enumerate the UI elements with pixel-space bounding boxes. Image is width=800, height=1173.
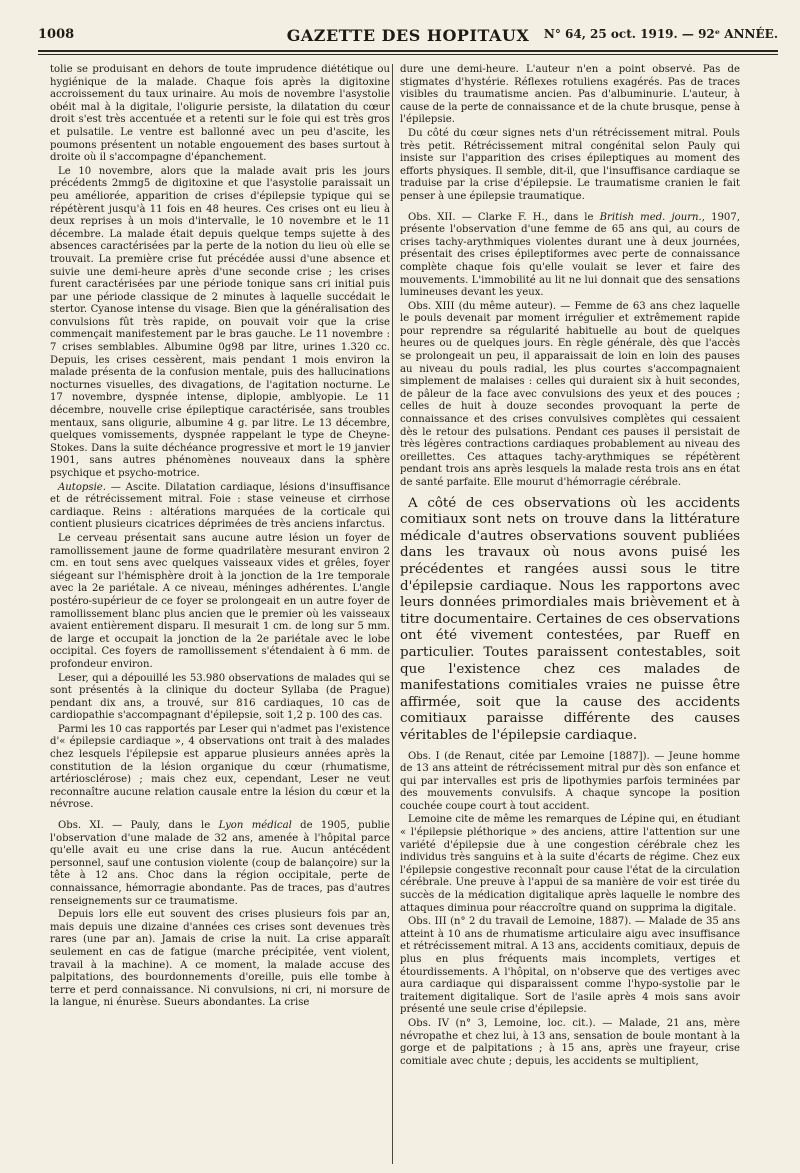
paragraph: tolie se produisant en dehors de toute imprudence diététique ou hygiénique de la malade. Chaque fois après la digitoxine accroissement du taux urinaire. Au mois de novembre l'asystolie obéit mal à la digitale, l'oligurie persiste, la dilatation du cœur droit s'est très accentuée et a retenti sur le foie qui est très gros et pulsatile. Le ventre est ballonné avec un peu d'ascite, les poumons présentent un notable engouement des bases surtout à droite où il s'accompagne d'épanchement. (50, 64, 390, 164)
paragraph: Le 10 novembre, alors que la malade avait pris les jours précédents 2mmg5 de digitoxine et que l'asystolie paraissait un peu améliorée, apparition de crises d'épilepsie typique qui se répétèrent jusqu'à 11 fois en 48 heures. Ces crises ont eu lieu à deux reprises à un mois d'intervalle, le 10 novembre et le 11 décembre. La malade était depuis quelque temps sujette à des absences caractérisées par la perte de la notion du lieu où elle se trouvait. La première crise fut précédée aussi d'une absence et suivie une demi-heure après d'une seconde crise ; les crises furent caractérisées par une période tonique sans cri initial puis par une période classique de 2 minutes à laquelle succédait le stertor. Cyanose intense du visage. Bien que la généralisation des convulsions fût très rapide, on pouvait voir que la crise commençait manifestement par le bras gauche. Le 11 novembre : 7 crises semblables. Albumine 0g98 par litre, urines 1.320 cc. Depuis, les crises cessèrent, mais pendant 1 mois environ la malade présenta de la confusion mentale, puis des hallucinations nocturnes visuelles, des divagations, de l'agitation nocturne. Le 17 novembre, dyspnée intense, diplopie, amblyopie. Le 11 décembre, nouvelle crise épileptique caractérisée, sans troubles mentaux, sans oligurie, albumine 4 g. par litre. Le 13 décembre, quelques vomissements, dyspnée rappelant le type de Cheyne-Stokes. Dans la suite déchéance progressive et mort le 19 janvier 1901, sans autres phénomènes nouveaux dans la sphère psychique et psycho-motrice. (50, 165, 390, 479)
paragraph: Parmi les 10 cas rapportés par Leser qui n'admet pas l'existence d'« épilepsie cardiaque », 4 observations ont trait à des malades chez lesquels l'épilepsie est apparue plusieurs années après la constitution de la lésion organique du cœur (rhumatisme, artériosclérose) ; mais chez eux, cependant, Leser ne veut reconnaître aucune relation causale entre la lésion du cœur et la névrose. (50, 723, 390, 811)
paragraph: Le cerveau présentait sans aucune autre lésion un foyer de ramollissement jaune de forme quadrilatère mesurant environ 2 cm. en tout sens avec quelques vaisseaux vides et grêles, foyer siégeant sur l'hémisphère droit à la jonction de la 1re temporale avec la 2e pariétale. A ce niveau, méninges adhérentes. L'angle postéro-supérieur de ce foyer se prolongeait en un autre foyer de ramollissement blanc plus ancien que le premier où les vaisseaux avaient entièrement disparu. Il mesurait 1 cm. de long sur 5 mm. de large et occupait la jonction de la 2e pariétale avec le lobe occipital. Ces foyers de ramollissement s'étendaient à 6 mm. de profondeur environ. (50, 532, 390, 670)
paragraph: Obs. XIII (du même auteur). — Femme de 63 ans chez laquelle le pouls devenait par moment irrégulier et extrêmement rapide pour reprendre sa régularité habituelle au bout de quelques heures ou de quelques jours. En règle générale, dès que l'accès se prolongeait un peu, il apparaissait de loin en loin des pauses au niveau du pouls radial, les plus courtes s'accompagnaient simplement de malaises : celles qui duraient six à huit secondes, de pâleur de la face avec convulsions des yeux et des pouces ; celles de huit à douze secondes provoquant la perte de connaissance et des crises convulsives complètes qui cessaient dès le retour des pulsations. Pendant ces pauses il persistait de très légères contractions cardiaques probablement au niveau des oreillettes. Ces attaques tachy-arythmiques se répétèrent pendant trois ans après lesquels la malade resta trois ans en état de santé parfaite. Elle mourut d'hémorragie cérébrale. (400, 300, 740, 488)
paragraph-text: , 1907, présente l'observation d'une femme de 65 ans qui, au cours de crises tachy-arythmiques violentes durant une à deux journées, présentait des crises épileptiformes avec perte de connaissance complète chaque fois qu'elle voulait se lever et faire des mouvements. L'immobilité au lit ne lui donnait que des sensations lumineuses devant les yeux. (400, 211, 740, 299)
column-divider (392, 64, 393, 1164)
journal-title: GAZETTE DES HOPITAUX (286, 26, 530, 45)
paragraph-text: — Ascite. Dilatation cardiaque, lésions d'insuffisance et de rétrécissement mitral. Foie : stase veineuse et cirrhose cardiaque. Reins : altérations marquées de la corticale qui contient plusieurs cicatrices déprimées de très anciens infarctus. (50, 481, 390, 531)
journal-citation: British med. journ. (599, 211, 702, 223)
paragraph-text: de 1905, publie l'observation d'une malade de 32 ans, amenée à l'hôpital parce qu'elle avait eu une crise dans la rue. Aucun antécédent personnel, sauf une contusion violente (coup de balançoire) sur la tête à 12 ans. Choc dans la région occipitale, perte de connaissance, hémorragie abondante. Pas de traces, pas d'autres renseignements sur ce traumatisme. (50, 820, 390, 907)
paragraph (400, 212, 740, 300)
paragraph: dure une demi-heure. L'auteur n'en a point observé. Pas de stigmates d'hystérie. Réflexes rotuliens exagérés. Pas de traces visibles du traumatisme ancien. Pas d'albuminurie. L'auteur, à cause de la perte de connaissance et de la chute brusque, pense à l'épilepsie. (400, 64, 740, 126)
paragraph: Lemoine cite de même les remarques de Lépine qui, en étudiant « l'épilepsie pléthorique » des anciens, attire l'attention sur une variété d'épilepsie due à une congestion cérébrale chez les individus très sanguins et à la suite d'écarts de régime. Chez eux l'épilepsie congestive reconnaît pour cause l'état de la circulation cérébrale. Une preuve à l'appui de sa manière de voir est tirée du succès de la médication digitalique après laquelle le nombre des attaques diminua pour réaccroître quand on supprima la digitale. (400, 814, 740, 914)
summary-paragraph: A côté de ces observations où les accidents comitiaux sont nets on trouve dans la littérature médicale d'autres observations souvent publiées dans les travaux où nous avons puisé les précédentes et rangées aussi sous le titre d'épilepsie cardiaque. Nous les rapportons avec leurs données primordiales mais brièvement et à titre documentaire. Certaines de ces observations ont été vivement contestées, par Rueff en particulier. Toutes paraissent contestables, soit que l'existence chez ces malades de manifestations comitiales vraies ne puisse être affirmée, soit que la cause des accidents comitiaux paraisse différente des causes véritables de l'épilepsie cardiaque. (400, 495, 740, 743)
paragraph: Obs. III (n° 2 du travail de Lemoine, 1887). — Malade de 35 ans atteint à 10 ans de rhumatisme articulaire aigu avec insuffisance et rétrécissement mitral. A 13 ans, accidents comitiaux, depuis de plus en plus fréquents mais incomplets, vertiges et étourdissements. A l'hôpital, on n'observe que des vertiges avec aura cardiaque qui disparaissent comme l'hypo-systolie par le traitement digitalique. Sort de l'asile après 4 mois sans avoir présenté une seule crise d'épilepsie. (400, 916, 740, 1016)
section-label: Autopsie. (58, 481, 106, 493)
right-column (400, 64, 740, 1169)
left-column (50, 64, 390, 1169)
paragraph (50, 482, 390, 532)
paragraph: Obs. IV (n° 3, Lemoine, loc. cit.). — Malade, 21 ans, mère névropathe et chez lui, à 13 ans, sensation de boule montant à la gorge et de palpitations ; à 15 ans, après une frayeur, crise comitiale avec chute ; depuis, les accidents se multiplient, (400, 1017, 740, 1067)
page-number: 1008 (38, 27, 75, 42)
observation-lead: Obs. XI. — Pauly, dans le (58, 820, 219, 832)
observation-lead: Obs. XII. — Clarke F. H., dans le (408, 211, 600, 223)
paragraph: Depuis lors elle eut souvent des crises plusieurs fois par an, mais depuis une dizaine d'années ces crises sont devenues très rares (une par an). Jamais de crise la nuit. La crise apparaît seulement en cas de fatigue (marche précipitée, vent violent, travail à la machine). A ce moment, la malade accuse des palpitations, des bourdonnements d'oreille, puis elle tombe à terre et perd connaissance. Ni convulsions, ni cri, ni morsure de la langue, ni énurèse. Sueurs abondantes. La crise (50, 909, 390, 1009)
header-rule-thin (38, 54, 778, 55)
issue-info: N° 64, 25 oct. 1919. — 92ᵉ ANNÉE. (543, 27, 778, 41)
header-rule (38, 50, 778, 52)
paragraph: Obs. I (de Renaut, citée par Lemoine [1887]). — Jeune homme de 13 ans atteint de rétrécissement mitral pur dès son enfance et qui par intervalles est pris de lipothymies parfois terminées par des mouvements convulsifs. A chaque syncope la position couchée coupe court à tout accident. (400, 750, 740, 812)
page-header (38, 24, 778, 46)
paragraph (50, 820, 390, 908)
journal-citation: Lyon médical (218, 820, 292, 832)
paragraph: Du côté du cœur signes nets d'un rétrécissement mitral. Pouls très petit. Rétrécissement mitral congénital selon Pauly qui insiste sur l'apparition des crises épileptiques au moment des efforts physiques. Il semble, dit-il, que l'insuffisance cardiaque se traduise par la crise d'épilepsie. Le traumatisme cranien le fait penser à une épilepsie traumatique. (400, 127, 740, 202)
paragraph: Leser, qui a dépouillé les 53.980 observations de malades qui se sont présentés à la clinique du docteur Syllaba (de Prague) pendant dix ans, a trouvé, sur 816 cardiaques, 10 cas de cardiopathie s'accompagnant d'épilepsie, soit 1,2 p. 100 des cas. (50, 672, 390, 722)
